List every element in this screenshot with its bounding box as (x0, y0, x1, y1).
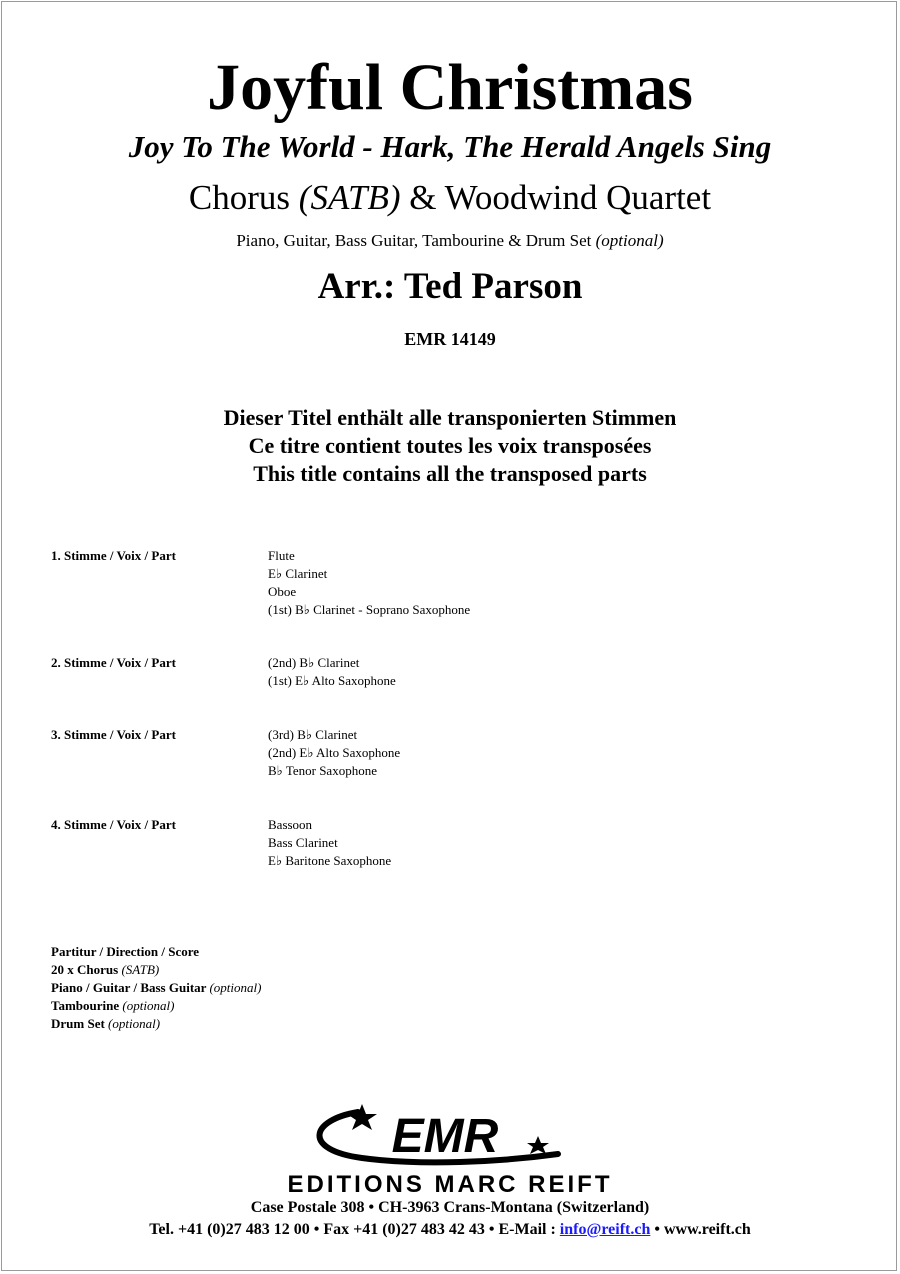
instruments-optional: (optional) (595, 231, 664, 250)
star-icon (527, 1136, 549, 1154)
list-item: (1st) B♭ Clarinet - Soprano Saxophone (268, 602, 471, 617)
star-icon (347, 1104, 377, 1130)
contents-item-label: Partitur / Direction / Score (51, 944, 200, 959)
contents-item-label: Drum Set (51, 1016, 109, 1031)
list-item (51, 1015, 261, 1033)
list-item: (1st) E♭ Alto Saxophone (268, 673, 396, 688)
note-german: Dieser Titel enthält alle transponierten Stimmen (223, 405, 677, 430)
list-item (51, 961, 261, 979)
transposition-notes (0, 404, 900, 488)
contact-phone-fax: Tel. +41 (0)27 483 12 00 • Fax +41 (0)27 483 42 43 • E-Mail : (149, 1221, 560, 1238)
scoring-voices: (SATB) (298, 178, 401, 217)
optional-instruments (0, 229, 900, 253)
subtitle: Joy To The World - Hark, The Herald Angels Sing (128, 129, 772, 164)
email-link[interactable]: info@reift.ch (559, 1221, 651, 1238)
instruments-text: Piano, Guitar, Bass Guitar, Tambourine & Drum Set (236, 231, 596, 250)
part-3-label: 3. Stimme / Voix / Part (51, 727, 176, 742)
publisher-address: Case Postale 308 • CH-3963 Crans-Montana (Switzerland) (250, 1199, 650, 1216)
arranger: Arr.: Ted Parson (317, 266, 583, 307)
scoring (0, 176, 900, 220)
list-item: (2nd) B♭ Clarinet (268, 655, 360, 670)
part-4-label: 4. Stimme / Voix / Part (51, 817, 176, 832)
list-item: E♭ Baritone Saxophone (268, 853, 392, 868)
note-french: Ce titre contient toutes les voix transposées (248, 433, 652, 458)
list-item: Flute (268, 548, 295, 563)
list-item (51, 943, 261, 961)
part-2-label: 2. Stimme / Voix / Part (51, 655, 176, 670)
page-title: Joyful Christmas (207, 51, 693, 124)
logo-text: EMR (391, 1110, 499, 1163)
contents-item-label: Piano / Guitar / Bass Guitar (51, 980, 210, 995)
list-item: Bass Clarinet (268, 835, 338, 850)
list-item (51, 979, 261, 997)
list-item: Oboe (268, 584, 297, 599)
note-english: This title contains all the transposed parts (253, 461, 647, 486)
part-2-instruments (268, 654, 396, 690)
part-1-label: 1. Stimme / Voix / Part (51, 548, 176, 563)
list-item: E♭ Clarinet (268, 566, 328, 581)
catalog-number: EMR 14149 (404, 329, 496, 349)
part-4-instruments (268, 816, 391, 870)
publisher-name: EDITIONS MARC REIFT (287, 1171, 613, 1198)
contents-item-note: (optional) (209, 980, 262, 995)
contents-list (51, 943, 261, 1033)
list-item: (3rd) B♭ Clarinet (268, 727, 358, 742)
part-1-instruments (268, 547, 470, 619)
publisher-contact (0, 1220, 900, 1240)
list-item: B♭ Tenor Saxophone (268, 763, 377, 778)
emr-logo (300, 1102, 570, 1172)
contents-item-note: (SATB) (121, 962, 160, 977)
scoring-quartet: & Woodwind Quartet (400, 178, 712, 217)
part-3-instruments (268, 726, 400, 780)
list-item: Bassoon (268, 817, 313, 832)
contents-item-note: (optional) (108, 1016, 161, 1031)
contact-website: • www.reift.ch (650, 1221, 751, 1238)
contents-item-note: (optional) (122, 998, 175, 1013)
contents-item-label: Tambourine (51, 998, 123, 1013)
list-item: (2nd) E♭ Alto Saxophone (268, 745, 401, 760)
contents-item-label: 20 x Chorus (51, 962, 122, 977)
scoring-chorus: Chorus (188, 178, 299, 217)
list-item (51, 997, 261, 1015)
